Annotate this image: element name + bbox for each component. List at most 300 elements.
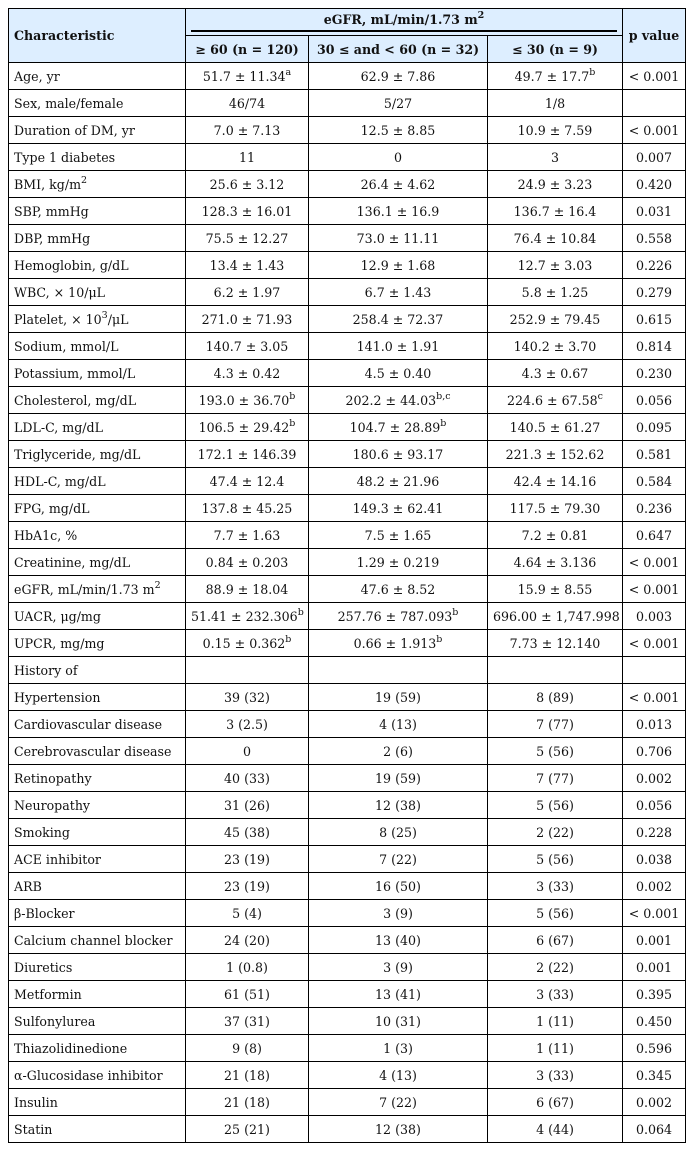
p-value: 0.647 (623, 522, 686, 549)
row-label-text: HDL-C, mg/dL (14, 473, 106, 489)
value-egfr-under-30 (488, 1089, 623, 1116)
p-value: < 0.001 (623, 117, 686, 144)
cell-value: 3 (9) (383, 959, 413, 975)
cell-value: 25 (21) (224, 1121, 270, 1137)
value-egfr-30-60 (309, 1035, 488, 1062)
value-egfr-60-plus (186, 360, 309, 387)
row-label-text: Triglyceride, mg/dL (14, 446, 141, 462)
row-label-text: Age, yr (14, 68, 60, 84)
p-value: 0.002 (623, 765, 686, 792)
value-egfr-30-60 (309, 495, 488, 522)
cell-value: 128.3 ± 16.01 (201, 203, 293, 219)
p-value: 0.581 (623, 441, 686, 468)
table-row (9, 792, 686, 819)
row-label-text: UACR, μg/mg (14, 608, 101, 624)
row-label-text: BMI, kg/m (14, 176, 82, 192)
value-egfr-under-30 (488, 198, 623, 225)
p-value: < 0.001 (623, 684, 686, 711)
value-egfr-under-30 (488, 819, 623, 846)
table-row (9, 549, 686, 576)
cell-value: 51.7 ± 11.34 (202, 68, 286, 84)
cell-value: 45 (38) (224, 824, 270, 840)
value-egfr-under-30 (488, 495, 623, 522)
row-label (9, 603, 186, 630)
value-egfr-30-60 (309, 765, 488, 792)
value-egfr-30-60 (309, 117, 488, 144)
value-egfr-under-30 (488, 927, 623, 954)
cell-value: 4.5 ± 0.40 (364, 365, 432, 381)
p-value (623, 657, 686, 684)
characteristics-table (8, 8, 686, 1143)
value-egfr-60-plus (186, 603, 309, 630)
cell-footnote-sup: c (597, 390, 603, 402)
table-row (9, 117, 686, 144)
col-egfr-60-plus: ≥ 60 (n = 120) (186, 36, 309, 63)
cell-value: 8 (89) (536, 689, 574, 705)
cell-footnote-sup: a (285, 66, 292, 78)
value-egfr-30-60 (309, 198, 488, 225)
value-egfr-30-60 (309, 63, 488, 90)
row-label-text: Calcium channel blocker (14, 932, 173, 948)
cell-value: 12 (38) (375, 797, 421, 813)
row-label (9, 549, 186, 576)
value-egfr-under-30 (488, 279, 623, 306)
row-label (9, 954, 186, 981)
table-body (9, 63, 686, 1143)
p-value: 0.056 (623, 387, 686, 414)
cell-value: 5/27 (383, 95, 413, 111)
value-egfr-under-30 (488, 468, 623, 495)
cell-value: 5.8 ± 1.25 (521, 284, 589, 300)
value-egfr-60-plus (186, 90, 309, 117)
row-label-sup: 2 (81, 174, 88, 186)
p-value-header: p value (623, 9, 686, 63)
row-label (9, 846, 186, 873)
cell-value: 7.2 ± 0.81 (521, 527, 589, 543)
cell-value: 0 (242, 743, 251, 759)
row-label (9, 819, 186, 846)
row-label-text: ACE inhibitor (14, 851, 101, 867)
row-label-text: Cardiovascular disease (14, 716, 163, 732)
p-value: 0.228 (623, 819, 686, 846)
cell-value: 4.3 ± 0.42 (213, 365, 281, 381)
cell-value: 24 (20) (224, 932, 270, 948)
col-egfr-30-60: 30 ≤ and < 60 (n = 32) (309, 36, 488, 63)
table-row (9, 144, 686, 171)
p-value: 0.395 (623, 981, 686, 1008)
cell-footnote-sup: b (440, 417, 447, 429)
value-egfr-60-plus (186, 117, 309, 144)
value-egfr-60-plus (186, 1116, 309, 1143)
table-row (9, 63, 686, 90)
cell-value: 19 (59) (375, 770, 421, 786)
row-label (9, 522, 186, 549)
cell-value: 271.0 ± 71.93 (201, 311, 293, 327)
value-egfr-30-60 (309, 981, 488, 1008)
cell-value: 61 (51) (224, 986, 270, 1002)
cell-value: 46/74 (228, 95, 266, 111)
cell-value: 21 (18) (224, 1094, 270, 1110)
row-label (9, 1116, 186, 1143)
cell-value: 257.76 ± 787.093 (337, 608, 453, 624)
cell-footnote-sup: b (589, 66, 596, 78)
row-label-text: FPG, mg/dL (14, 500, 90, 516)
table-row (9, 846, 686, 873)
cell-value: 7.5 ± 1.65 (364, 527, 432, 543)
value-egfr-30-60 (309, 279, 488, 306)
p-value: 0.558 (623, 225, 686, 252)
value-egfr-60-plus (186, 711, 309, 738)
row-label-text: Hypertension (14, 689, 101, 705)
row-label (9, 468, 186, 495)
table-row (9, 252, 686, 279)
row-label (9, 1062, 186, 1089)
cell-value: 7.0 ± 7.13 (213, 122, 281, 138)
cell-value: 696.00 ± 1,747.998 (493, 608, 620, 624)
cell-value: 73.0 ± 11.11 (356, 230, 440, 246)
table-row (9, 171, 686, 198)
cell-value: 7.73 ± 12.140 (509, 635, 601, 651)
p-value: 0.003 (623, 603, 686, 630)
table-row (9, 1008, 686, 1035)
cell-value: 140.7 ± 3.05 (205, 338, 289, 354)
value-egfr-30-60 (309, 441, 488, 468)
row-label-text: WBC, × 10/μL (14, 284, 105, 300)
cell-value: 39 (32) (224, 689, 270, 705)
value-egfr-30-60 (309, 630, 488, 657)
value-egfr-under-30 (488, 765, 623, 792)
row-label (9, 738, 186, 765)
cell-value: 6.2 ± 1.97 (213, 284, 281, 300)
cell-footnote-sup: b (285, 633, 292, 645)
cell-value: 19 (59) (375, 689, 421, 705)
row-label-text: Cerebrovascular disease (14, 743, 172, 759)
value-egfr-30-60 (309, 252, 488, 279)
row-label (9, 387, 186, 414)
cell-value: 25.6 ± 3.12 (209, 176, 285, 192)
cell-value: 1 (11) (536, 1040, 574, 1056)
value-egfr-under-30 (488, 981, 623, 1008)
value-egfr-under-30 (488, 414, 623, 441)
cell-value: 13 (41) (375, 986, 421, 1002)
table-row (9, 360, 686, 387)
cell-value: 180.6 ± 93.17 (352, 446, 444, 462)
row-label-text: Insulin (14, 1094, 58, 1110)
cell-value: 6.7 ± 1.43 (364, 284, 432, 300)
cell-value: 3 (33) (536, 878, 574, 894)
row-label-text: Retinopathy (14, 770, 92, 786)
row-label-text: Cholesterol, mg/dL (14, 392, 137, 408)
p-value: < 0.001 (623, 549, 686, 576)
value-egfr-under-30 (488, 1035, 623, 1062)
egfr-group-label-sup: 2 (477, 9, 485, 21)
row-label (9, 171, 186, 198)
cell-footnote-sup: b (289, 417, 296, 429)
value-egfr-30-60 (309, 225, 488, 252)
table-row (9, 306, 686, 333)
table-row (9, 981, 686, 1008)
cell-value: 1/8 (544, 95, 566, 111)
characteristic-header: Characteristic (9, 9, 186, 63)
value-egfr-under-30 (488, 441, 623, 468)
cell-value: 193.0 ± 36.70 (198, 392, 290, 408)
cell-value: 6 (67) (536, 1094, 574, 1110)
cell-value: 2 (22) (536, 959, 574, 975)
value-egfr-30-60 (309, 144, 488, 171)
value-egfr-60-plus (186, 1089, 309, 1116)
value-egfr-60-plus (186, 171, 309, 198)
value-egfr-30-60 (309, 1116, 488, 1143)
value-egfr-30-60 (309, 387, 488, 414)
value-egfr-under-30 (488, 1116, 623, 1143)
value-egfr-under-30 (488, 387, 623, 414)
value-egfr-60-plus (186, 279, 309, 306)
row-label (9, 900, 186, 927)
value-egfr-under-30 (488, 549, 623, 576)
value-egfr-60-plus (186, 927, 309, 954)
value-egfr-under-30 (488, 738, 623, 765)
value-egfr-30-60 (309, 927, 488, 954)
cell-value: 10 (31) (375, 1013, 421, 1029)
cell-value: 4.3 ± 0.67 (521, 365, 589, 381)
p-value: 0.038 (623, 846, 686, 873)
table-row (9, 441, 686, 468)
value-egfr-30-60 (309, 711, 488, 738)
cell-value: 137.8 ± 45.25 (201, 500, 293, 516)
row-label (9, 279, 186, 306)
value-egfr-under-30 (488, 90, 623, 117)
value-egfr-30-60 (309, 873, 488, 900)
cell-value: 3 (2.5) (226, 716, 268, 732)
table-row (9, 576, 686, 603)
value-egfr-60-plus (186, 225, 309, 252)
cell-value: 49.7 ± 17.7 (514, 68, 590, 84)
table-row (9, 711, 686, 738)
row-label-suffix: /μL (107, 311, 129, 327)
cell-value: 12 (38) (375, 1121, 421, 1137)
value-egfr-60-plus (186, 468, 309, 495)
row-label-sup: 3 (101, 309, 108, 321)
row-label (9, 1089, 186, 1116)
value-egfr-under-30 (488, 603, 623, 630)
row-label (9, 117, 186, 144)
row-label-text: LDL-C, mg/dL (14, 419, 103, 435)
cell-footnote-sup: b (436, 633, 443, 645)
value-egfr-under-30 (488, 522, 623, 549)
value-egfr-30-60 (309, 522, 488, 549)
p-value: 0.013 (623, 711, 686, 738)
row-label (9, 765, 186, 792)
value-egfr-60-plus (186, 1062, 309, 1089)
value-egfr-60-plus (186, 657, 309, 684)
value-egfr-60-plus (186, 306, 309, 333)
cell-value: 117.5 ± 79.30 (509, 500, 601, 516)
cell-value: 140.5 ± 61.27 (509, 419, 601, 435)
cell-footnote-sup: b (297, 606, 304, 618)
value-egfr-60-plus (186, 873, 309, 900)
cell-value: 4 (44) (536, 1121, 574, 1137)
value-egfr-60-plus (186, 981, 309, 1008)
egfr-group-label (191, 9, 617, 32)
value-egfr-60-plus (186, 414, 309, 441)
row-label-text: DBP, mmHg (14, 230, 91, 246)
value-egfr-60-plus (186, 144, 309, 171)
header-row-top (9, 9, 686, 36)
value-egfr-60-plus (186, 900, 309, 927)
value-egfr-under-30 (488, 630, 623, 657)
cell-value: 172.1 ± 146.39 (197, 446, 297, 462)
cell-value: 51.41 ± 232.306 (191, 608, 298, 624)
cell-value: 141.0 ± 1.91 (356, 338, 440, 354)
table-row (9, 819, 686, 846)
table-row (9, 954, 686, 981)
cell-value: 221.3 ± 152.62 (505, 446, 605, 462)
table-row (9, 873, 686, 900)
value-egfr-60-plus (186, 684, 309, 711)
cell-value: 62.9 ± 7.86 (360, 68, 436, 84)
value-egfr-under-30 (488, 171, 623, 198)
row-label (9, 306, 186, 333)
value-egfr-30-60 (309, 549, 488, 576)
value-egfr-60-plus (186, 846, 309, 873)
row-label-sup: 2 (154, 579, 161, 591)
row-label-text: Sex, male/female (14, 95, 124, 111)
value-egfr-under-30 (488, 873, 623, 900)
table-row (9, 630, 686, 657)
cell-value: 1.29 ± 0.219 (356, 554, 440, 570)
row-label-text: Hemoglobin, g/dL (14, 257, 129, 273)
cell-value: 12.9 ± 1.68 (360, 257, 436, 273)
row-label-text: Neuropathy (14, 797, 91, 813)
p-value (623, 90, 686, 117)
cell-value: 15.9 ± 8.55 (517, 581, 593, 597)
row-label (9, 657, 186, 684)
cell-value: 6 (67) (536, 932, 574, 948)
cell-value: 37 (31) (224, 1013, 270, 1029)
cell-value: 5 (56) (536, 905, 574, 921)
value-egfr-under-30 (488, 576, 623, 603)
p-value: 0.584 (623, 468, 686, 495)
row-label-text: Smoking (14, 824, 70, 840)
value-egfr-30-60 (309, 360, 488, 387)
row-label-text: ARB (14, 878, 42, 894)
table-row (9, 603, 686, 630)
table-row (9, 333, 686, 360)
row-label (9, 90, 186, 117)
row-label-text: Potassium, mmol/L (14, 365, 136, 381)
cell-value: 1 (11) (536, 1013, 574, 1029)
value-egfr-60-plus (186, 576, 309, 603)
table-row (9, 522, 686, 549)
cell-value: 106.5 ± 29.42 (198, 419, 290, 435)
p-value: 0.615 (623, 306, 686, 333)
p-value: 0.230 (623, 360, 686, 387)
cell-value: 48.2 ± 21.96 (356, 473, 440, 489)
row-label-text: History of (14, 662, 78, 678)
row-label-text: SBP, mmHg (14, 203, 89, 219)
value-egfr-60-plus (186, 522, 309, 549)
row-label (9, 63, 186, 90)
value-egfr-30-60 (309, 900, 488, 927)
value-egfr-60-plus (186, 738, 309, 765)
row-label (9, 792, 186, 819)
row-label-text: Diuretics (14, 959, 73, 975)
cell-value: 7 (77) (536, 770, 574, 786)
cell-value: 76.4 ± 10.84 (513, 230, 597, 246)
row-label (9, 414, 186, 441)
row-label (9, 1035, 186, 1062)
p-value: 0.007 (623, 144, 686, 171)
table-row (9, 495, 686, 522)
cell-value: 0.84 ± 0.203 (205, 554, 289, 570)
p-value: 0.064 (623, 1116, 686, 1143)
cell-value: 252.9 ± 79.45 (509, 311, 601, 327)
row-label (9, 873, 186, 900)
cell-value: 1 (0.8) (226, 959, 268, 975)
cell-value: 3 (550, 149, 559, 165)
value-egfr-30-60 (309, 414, 488, 441)
p-value: 0.236 (623, 495, 686, 522)
value-egfr-30-60 (309, 819, 488, 846)
value-egfr-60-plus (186, 1008, 309, 1035)
value-egfr-60-plus (186, 819, 309, 846)
cell-value: 1 (3) (383, 1040, 413, 1056)
p-value: 0.095 (623, 414, 686, 441)
cell-value: 26.4 ± 4.62 (360, 176, 436, 192)
value-egfr-under-30 (488, 711, 623, 738)
cell-value: 149.3 ± 62.41 (352, 500, 444, 516)
value-egfr-60-plus (186, 333, 309, 360)
row-label (9, 981, 186, 1008)
cell-value: 5 (56) (536, 743, 574, 759)
table-row (9, 387, 686, 414)
row-label (9, 630, 186, 657)
cell-footnote-sup: b (289, 390, 296, 402)
value-egfr-30-60 (309, 306, 488, 333)
cell-value: 11 (238, 149, 256, 165)
cell-value: 23 (19) (224, 878, 270, 894)
table-row (9, 765, 686, 792)
row-label-text: Duration of DM, yr (14, 122, 135, 138)
cell-value: 31 (26) (224, 797, 270, 813)
row-label (9, 360, 186, 387)
table-row (9, 1035, 686, 1062)
value-egfr-30-60 (309, 792, 488, 819)
table-row (9, 90, 686, 117)
p-value: < 0.001 (623, 900, 686, 927)
cell-value: 4.64 ± 3.136 (513, 554, 597, 570)
value-egfr-60-plus (186, 954, 309, 981)
cell-value: 2 (6) (383, 743, 413, 759)
p-value: < 0.001 (623, 576, 686, 603)
cell-value: 224.6 ± 67.58 (507, 392, 598, 408)
value-egfr-under-30 (488, 333, 623, 360)
p-value: 0.345 (623, 1062, 686, 1089)
cell-value: 88.9 ± 18.04 (205, 581, 289, 597)
value-egfr-60-plus (186, 549, 309, 576)
cell-value: 7 (22) (379, 1094, 417, 1110)
value-egfr-under-30 (488, 792, 623, 819)
value-egfr-60-plus (186, 63, 309, 90)
cell-value: 13 (40) (375, 932, 421, 948)
cell-value: 136.7 ± 16.4 (513, 203, 597, 219)
value-egfr-30-60 (309, 738, 488, 765)
row-label (9, 711, 186, 738)
col-egfr-under-30: ≤ 30 (n = 9) (488, 36, 623, 63)
p-value: < 0.001 (623, 630, 686, 657)
cell-value: 2 (22) (536, 824, 574, 840)
value-egfr-60-plus (186, 441, 309, 468)
